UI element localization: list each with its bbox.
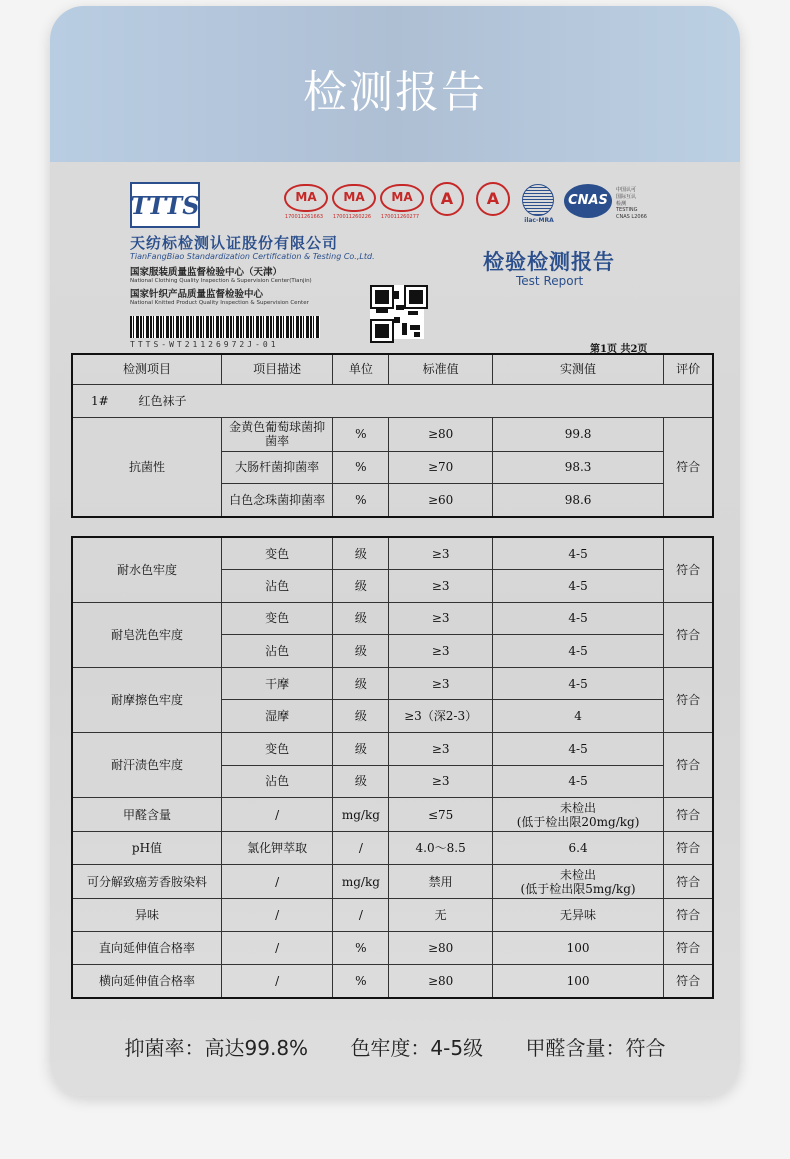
summary-formaldehyde: 甲醛含量：符合 <box>525 1036 666 1060</box>
desc-cell: / <box>221 865 332 899</box>
result-cell: 符合 <box>664 832 713 865</box>
unit-cell: % <box>333 451 389 483</box>
std-cell: ≥60 <box>389 483 492 517</box>
value-cell <box>492 899 664 932</box>
std-cell: ≥3 <box>389 765 492 798</box>
desc-cell: 氯化钾萃取 <box>221 832 332 865</box>
center1-cn: 国家服装质量监督检验中心（天津） <box>130 267 283 278</box>
summary-antibacterial: 抑菌率：高达99.8% <box>124 1036 309 1060</box>
ilac-logo-icon <box>522 184 554 216</box>
value-cell <box>492 965 664 998</box>
value-main: 100 <box>566 974 590 988</box>
barcode <box>130 316 320 338</box>
sample-row <box>72 384 713 417</box>
desc-cell: 变色 <box>221 537 332 570</box>
header-cell: 项目描述 <box>221 354 332 384</box>
report-card <box>50 6 740 1096</box>
antibacterial-table <box>71 353 714 518</box>
group-cell: 耐水色牢度 <box>72 537 221 602</box>
header-cell: 标准值 <box>389 354 492 384</box>
unit-cell: 级 <box>333 602 389 635</box>
std-cell: ≥3 <box>389 733 492 766</box>
barcode-text: TTTS-WT21126972J-01 <box>130 340 279 349</box>
value-main: 100 <box>566 941 590 956</box>
value-main: 未检出 <box>560 867 597 882</box>
result-cell: 符合 <box>664 537 713 602</box>
result-cell: 符合 <box>664 932 713 965</box>
ttts-logo: TTTS <box>130 182 200 228</box>
table-row <box>72 965 713 998</box>
table-header-row <box>72 354 713 384</box>
desc-cell: / <box>221 965 332 998</box>
value-cell: 4 <box>492 700 664 733</box>
result-cell: 符合 <box>664 667 713 732</box>
table-row <box>72 417 713 451</box>
sample-cell <box>72 384 713 417</box>
result-cell: 符合 <box>664 798 713 832</box>
desc-cell: / <box>221 899 332 932</box>
unit-cell: mg/kg <box>333 798 389 832</box>
value-main: 6.4 <box>568 841 588 856</box>
value-cell: 4-5 <box>492 733 664 766</box>
ca-stamp-icon: A <box>476 182 510 216</box>
desc-cell: 白色念珠菌抑菌率 <box>221 483 332 517</box>
header-cell: 实测值 <box>492 354 664 384</box>
cnas-side-line: 检测 <box>616 201 627 207</box>
unit-cell: mg/kg <box>333 865 389 899</box>
item-name-cell: 直向延伸值合格率 <box>72 932 221 965</box>
ma-stamp-icon: MA <box>332 184 376 212</box>
value-cell: 4-5 <box>492 570 664 603</box>
std-cell: 禁用 <box>389 865 492 899</box>
std-cell: ≥70 <box>389 451 492 483</box>
ma-number: 170011260226 <box>332 214 372 220</box>
unit-cell: 级 <box>333 537 389 570</box>
desc-cell: 沾色 <box>221 635 332 668</box>
page-number: 第1页 共2页 <box>590 344 648 355</box>
desc-cell: 沾色 <box>221 765 332 798</box>
value-cell: 4-5 <box>492 602 664 635</box>
group-cell: 抗菌性 <box>72 417 221 517</box>
desc-cell: / <box>221 932 332 965</box>
value-main: 无异味 <box>560 908 597 923</box>
unit-cell: % <box>333 417 389 451</box>
unit-cell: 级 <box>333 570 389 603</box>
company-name-en: TianFangBiao Standardization Certification & Testing Co.,Ltd. <box>130 252 375 261</box>
qr-code-icon <box>370 285 424 339</box>
table-row <box>72 602 713 635</box>
sample-id: 1# <box>91 393 109 408</box>
desc-cell: 变色 <box>221 733 332 766</box>
cnas-side-line: TESTING <box>616 207 638 213</box>
cnas-logo: CNAS <box>564 184 612 218</box>
table-row <box>72 865 713 899</box>
header-cell: 评价 <box>664 354 713 384</box>
sample-name: 红色袜子 <box>138 393 187 408</box>
cnas-side-line: CNAS L2066 <box>616 214 647 220</box>
ma-number: 170011260277 <box>380 214 420 220</box>
item-name-cell: 横向延伸值合格率 <box>72 965 221 998</box>
std-cell: ≥80 <box>389 932 492 965</box>
header-cell: 单位 <box>333 354 389 384</box>
ma-stamp-icon: MA <box>284 184 328 212</box>
ma-stamp-icon: MA <box>380 184 424 212</box>
std-cell: ≥3（深2-3） <box>389 700 492 733</box>
test-results-table <box>71 536 714 999</box>
std-cell: ≥3 <box>389 635 492 668</box>
table-row <box>72 537 713 570</box>
std-cell: 无 <box>389 899 492 932</box>
value-note: (低于检出限5mg/kg) <box>520 881 636 896</box>
result-cell: 符合 <box>664 965 713 998</box>
result-cell: 符合 <box>664 602 713 667</box>
page-title: 检测报告 <box>303 67 487 118</box>
value-cell: 4-5 <box>492 635 664 668</box>
ma-number: 170011261663 <box>284 214 324 220</box>
result-cell: 符合 <box>664 899 713 932</box>
value-cell: 98.3 <box>492 451 664 483</box>
unit-cell: 级 <box>333 733 389 766</box>
result-cell: 符合 <box>664 865 713 899</box>
unit-cell: 级 <box>333 635 389 668</box>
unit-cell: 级 <box>333 667 389 700</box>
desc-cell: / <box>221 798 332 832</box>
desc-cell: 干摩 <box>221 667 332 700</box>
unit-cell: % <box>333 483 389 517</box>
header-banner <box>50 6 740 162</box>
table-row <box>72 832 713 865</box>
unit-cell: / <box>333 832 389 865</box>
unit-cell: 级 <box>333 700 389 733</box>
report-title-en: Test Report <box>516 274 584 288</box>
ilac-text: ilac-MRA <box>524 217 554 224</box>
std-cell: ≥3 <box>389 537 492 570</box>
value-cell: 4-5 <box>492 765 664 798</box>
value-cell <box>492 932 664 965</box>
ca-stamp-icon: A <box>430 182 464 216</box>
table-row <box>72 932 713 965</box>
value-cell <box>492 832 664 865</box>
table-row <box>72 798 713 832</box>
table-row <box>72 733 713 766</box>
std-cell: ≥3 <box>389 570 492 603</box>
std-cell: 4.0～8.5 <box>389 832 492 865</box>
std-cell: ≤75 <box>389 798 492 832</box>
group-cell: 耐汗渍色牢度 <box>72 733 221 798</box>
cnas-side-line: 中国认可 <box>616 187 637 193</box>
center2-en: National Knitted Product Quality Inspection & Supervision Center <box>130 300 309 306</box>
unit-cell: 级 <box>333 765 389 798</box>
table-row <box>72 899 713 932</box>
report-title-cn: 检验检测报告 <box>483 249 615 274</box>
desc-cell: 沾色 <box>221 570 332 603</box>
desc-cell: 湿摩 <box>221 700 332 733</box>
group-cell: 耐摩擦色牢度 <box>72 667 221 732</box>
value-cell: 98.6 <box>492 483 664 517</box>
value-note: (低于检出限20mg/kg) <box>516 814 640 829</box>
value-cell: 99.8 <box>492 417 664 451</box>
cnas-side-line: 国际互认 <box>616 194 637 200</box>
value-cell <box>492 865 664 899</box>
std-cell: ≥80 <box>389 965 492 998</box>
desc-cell: 金黄色葡萄球菌抑菌率 <box>221 417 332 451</box>
summary-colorfastness: 色牢度：4-5级 <box>350 1036 484 1060</box>
desc-cell: 大肠杆菌抑菌率 <box>221 451 332 483</box>
unit-cell: % <box>333 965 389 998</box>
value-cell <box>492 798 664 832</box>
value-main: 未检出 <box>560 800 597 815</box>
result-cell: 符合 <box>664 417 713 517</box>
item-name-cell: 甲醛含量 <box>72 798 221 832</box>
std-cell: ≥3 <box>389 667 492 700</box>
desc-cell: 变色 <box>221 602 332 635</box>
std-cell: ≥3 <box>389 602 492 635</box>
center1-en: National Clothing Quality Inspection & Supervision Center(Tianjin) <box>130 278 312 284</box>
item-name-cell: 可分解致癌芳香胺染料 <box>72 865 221 899</box>
unit-cell: / <box>333 899 389 932</box>
table-row <box>72 667 713 700</box>
company-name-cn: 天纺标检测认证股份有限公司 <box>130 234 339 252</box>
unit-cell: % <box>333 932 389 965</box>
std-cell: ≥80 <box>389 417 492 451</box>
summary-footer <box>50 1032 740 1061</box>
result-cell: 符合 <box>664 733 713 798</box>
value-cell: 4-5 <box>492 667 664 700</box>
item-name-cell: 异味 <box>72 899 221 932</box>
header-cell: 检测项目 <box>72 354 221 384</box>
center2-cn: 国家针织产品质量监督检验中心 <box>130 289 264 300</box>
group-cell: 耐皂洗色牢度 <box>72 602 221 667</box>
value-cell: 4-5 <box>492 537 664 570</box>
item-name-cell: pH值 <box>72 832 221 865</box>
